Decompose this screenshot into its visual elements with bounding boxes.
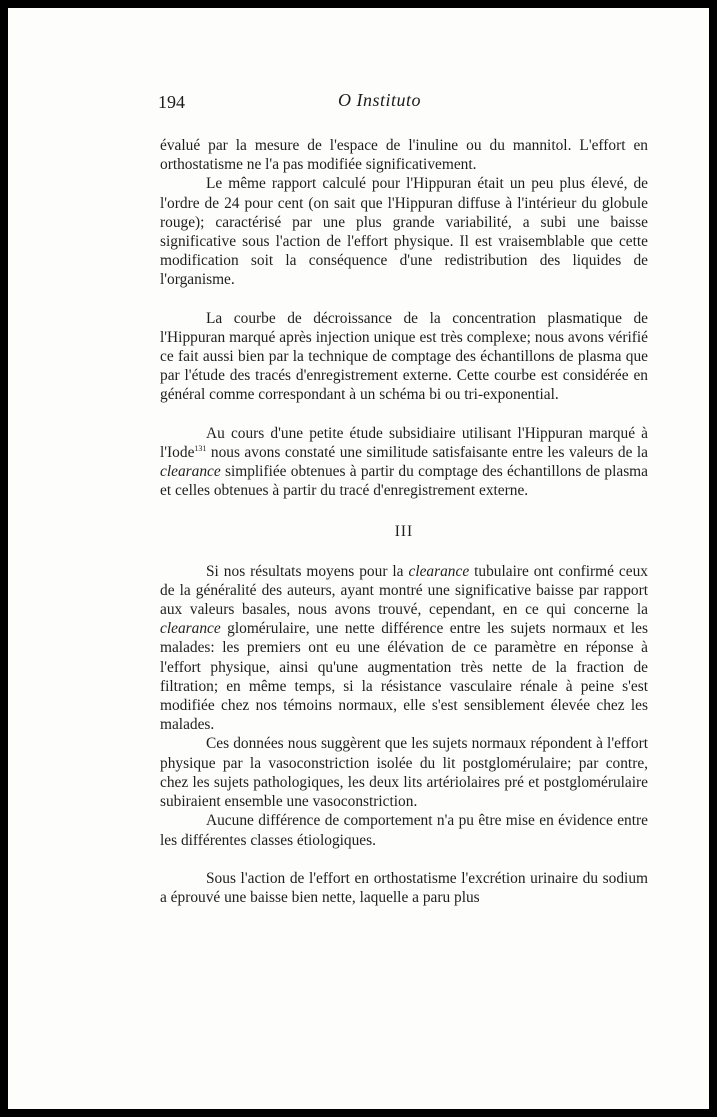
page-header [158,92,650,116]
paragraph-6: Ces données nous suggèrent que les sujets normaux répondent à l'effort physique par la vasoconstriction isolée du lit postglomérulaire; par contre, chez les sujets pathologiques, les deux lits artériolaires pré et postglomérulaire subiraient ensemble une vasoconstriction. [160,735,648,811]
paragraph-2: Le même rapport calculé pour l'Hippuran était un peu plus élevé, de l'ordre de 24 pour cent (on sait que l'Hippuran diffuse à l'intérieur du globule rouge); caractérisé par une plus grande variabilité, a subi une baisse significative sous l'action de l'effort physique. Il est vraisemblable que cette modification soit la conséquence d'une redistribution des liquides de l'organisme. [160,175,648,289]
document-page [8,8,709,1109]
page-number: 194 [158,92,185,112]
paragraph-4-text-a: Au cours d'une petite étude subsidiaire utilisant l'Hippuran marqué à l'Iode [160,424,648,461]
paragraph-8: Sous l'action de l'effort en orthostatisme l'excrétion urinaire du sodium a éprouvé une baisse bien nette, laquelle a paru plus [160,869,648,906]
paragraph-5-text-b: tubulaire ont confirmé ceux de la généralité des auteurs, ayant montré une significative baisse par rapport aux valeurs basales, nous avons trouvé, cependant, en ce qui concerne la [160,562,648,619]
clearance-italic: clearance [408,562,470,580]
paragraph-3: La courbe de décroissance de la concentration plasmatique de l'Hippuran marqué après injection unique est très complexe; nous avons vérifié ce fait aussi bien par la technique de comptage des échantillons de plasma que par l'étude des tracés d'enregistrement externe. Cette courbe est considérée en général comme correspondant à un schéma bi ou tri-exponential. [160,309,648,404]
paragraph-5 [160,562,648,735]
body-text [160,136,648,907]
paragraph-1: évalué par la mesure de l'espace de l'inuline ou du mannitol. L'effort en orthostatisme ne l'a pas modifiée significativement. [160,137,648,174]
clearance-italic: clearance [160,463,221,481]
paragraph-5-text-c: glomérulaire, une nette différence entre les sujets normaux et les malades: les premiers ont eu une élévation de ce paramètre en réponse à l'effort physique, ainsi qu'une augmentation très nette de la fraction de filtration; en même temps, si la résistance vasculaire rénale à peine s'est modifiée chez nos témoins normaux, elle s'est sensiblement élevée chez les malades. [160,620,648,734]
paragraph-4-text-b: nous avons constaté une similitude satisfaisante entre les valeurs de la [206,443,648,461]
section-number: III [394,523,414,541]
paragraph-7: Aucune différence de comportement n'a pu être mise en évidence entre les différentes classes étiologiques. [160,812,648,849]
running-title: O Instituto [338,90,422,110]
paragraph-4-text-c: simplifiée obtenues à partir du comptage des échantillons de plasma et celles obtenues à partir du tracé d'enregistrement externe. [160,463,648,500]
paragraph-5-text-a: Si nos résultats moyens pour la [206,562,409,580]
clearance-italic: clearance [160,620,221,638]
iodine-superscript: 131 [194,443,207,453]
paragraph-4 [160,424,648,501]
